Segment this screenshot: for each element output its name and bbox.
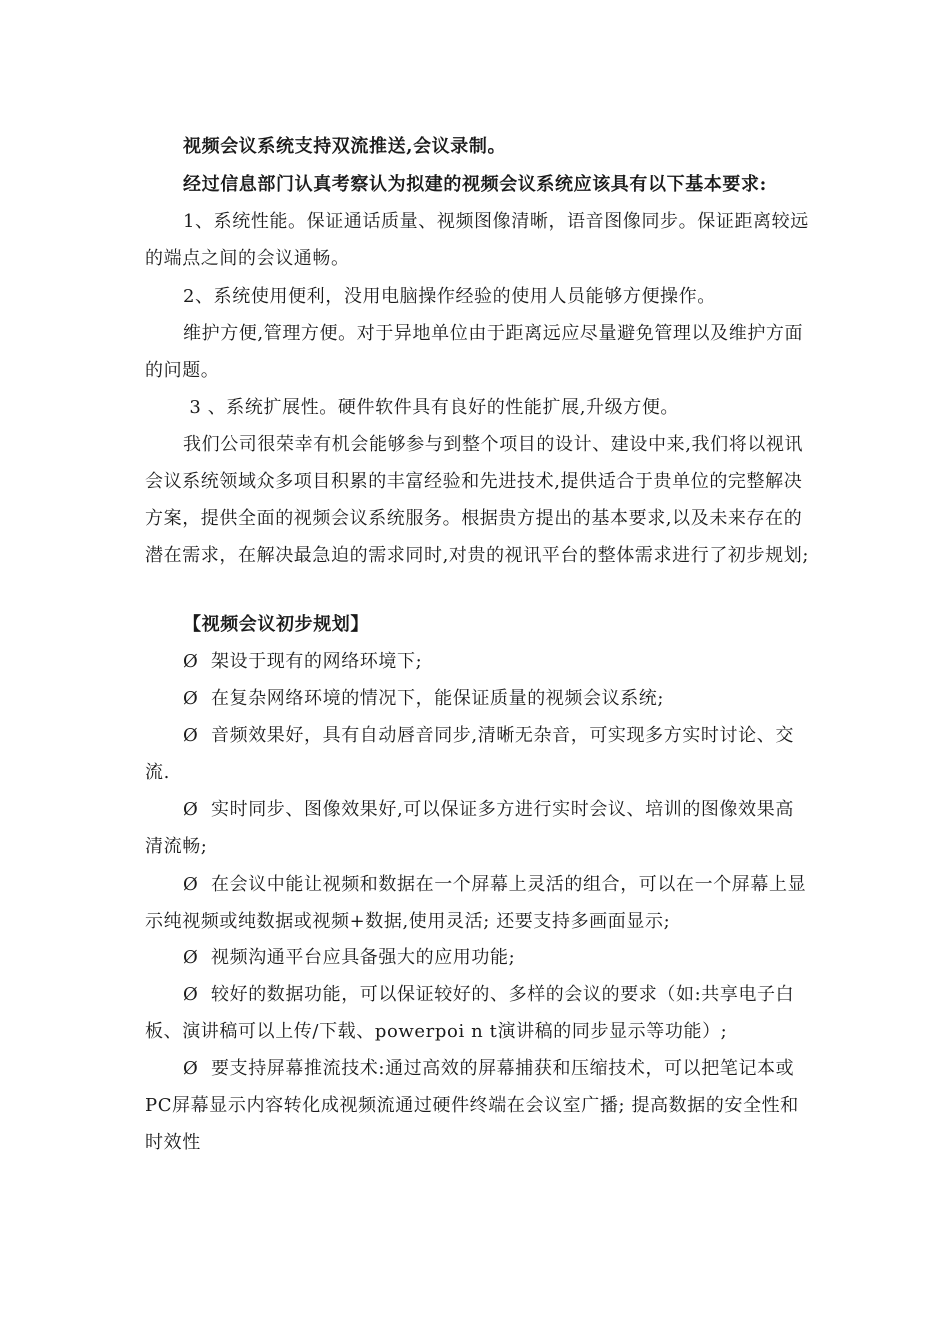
- section-heading: 【视频会议初步规划】: [183, 614, 369, 635]
- bullet-item: Ø 视频沟通平台应具备强大的应用功能;: [183, 947, 516, 968]
- paragraph: 1、系统性能。保证通话质量、视频图像清晰，语音图像同步。保证距离较远的端点之间的会议通畅。: [145, 211, 809, 269]
- bullet-item: Ø 较好的数据功能，可以保证较好的、多样的会议的要求（如:共享电子白板、演讲稿可以上传/下载、powerpoi n t演讲稿的同步显示等功能）;: [145, 984, 795, 1042]
- bullet-item: Ø 在会议中能让视频和数据在一个屏幕上灵活的组合，可以在一个屏幕上显示纯视频或纯数据或视频+数据,使用灵活; 还要支持多画面显示;: [145, 874, 807, 932]
- paragraph: 3 、系统扩展性。硬件软件具有良好的性能扩展,升级方便。: [183, 397, 680, 418]
- paragraph: 经过信息部门认真考察认为拟建的视频会议系统应该具有以下基本要求:: [183, 174, 767, 195]
- bullet-item: Ø 要支持屏幕推流技术:通过高效的屏幕捕获和压缩技术，可以把笔记本或PC屏幕显示内容转化成视频流通过硬件终端在会议室广播; 提高数据的安全性和时效性: [145, 1058, 799, 1153]
- bullet-item: Ø 音频效果好，具有自动唇音同步,清晰无杂音，可实现多方实时讨论、交流.: [145, 725, 794, 783]
- bullet-item: Ø 架设于现有的网络环境下;: [183, 651, 423, 672]
- paragraph: 视频会议系统支持双流推送,会议录制。: [183, 136, 507, 157]
- bullet-item: Ø 实时同步、图像效果好,可以保证多方进行实时会议、培训的图像效果高清流畅;: [145, 799, 794, 857]
- paragraph: 2、系统使用便利，没用电脑操作经验的使用人员能够方便操作。: [183, 286, 716, 307]
- paragraph: 维护方便,管理方便。对于异地单位由于距离远应尽量避免管理以及维护方面的问题。: [145, 323, 804, 381]
- paragraph: 我们公司很荣幸有机会能够参与到整个项目的设计、建设中来,我们将以视讯会议系统领域众多项目积累的丰富经验和先进技术,提供适合于贵单位的完整解决方案，提供全面的视频会议系统服务。根据贵方提出的基本要求,以及未来存在的潜在需求，在解决最急迫的需求同时,对贵的视讯平台的整体需求进行了初步规划;: [145, 434, 809, 566]
- bullet-item: Ø 在复杂网络环境的情况下，能保证质量的视频会议系统;: [183, 688, 665, 709]
